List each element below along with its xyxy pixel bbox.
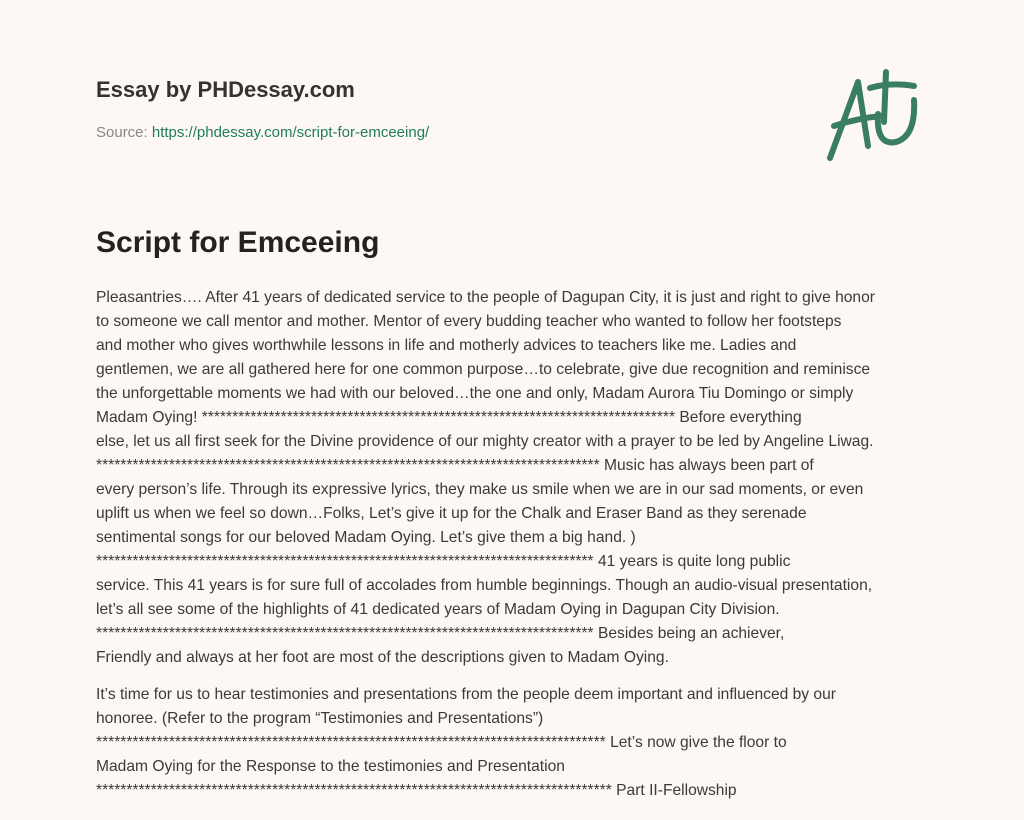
text-line: ********************************************************************************** Besides being an achiever, — [96, 625, 785, 642]
text-line: honoree. (Refer to the program “Testimonies and Presentations”) — [96, 710, 544, 727]
source-link[interactable]: https://phdessay.com/script-for-emceeing/ — [151, 124, 430, 141]
text-line: Friendly and always at her foot are most of the descriptions given to Madam Oying. — [96, 649, 669, 666]
text-line: ************************************************************************************* Part II-Fellowship — [96, 782, 737, 799]
text-line: let’s all see some of the highlights of 41 dedicated years of Madam Oying in Dagupan City Division. — [96, 601, 780, 618]
text-line: Pleasantries…. After 41 years of dedicated service to the people of Dagupan City, it is just and right to give honor — [96, 289, 875, 306]
essay-paragraph — [96, 683, 936, 803]
page-title: Script for Emceeing — [96, 226, 380, 259]
text-line: and mother who gives worthwhile lessons in life and motherly advices to teachers like me. Ladies and — [96, 337, 797, 354]
text-line: It’s time for us to hear testimonies and presentations from the people deem important and influenced by our — [96, 686, 836, 703]
text-line: else, let us all first seek for the Divine providence of our mighty creator with a prayer to be led by Angeline Liwag. — [96, 433, 874, 450]
text-line: sentimental songs for our beloved Madam Oying. Let’s give them a big hand. ) — [96, 529, 636, 546]
text-line: the unforgettable moments we had with our beloved…the one and only, Madam Aurora Tiu Domingo or simply — [96, 385, 854, 402]
source-line — [96, 124, 429, 141]
text-line: service. This 41 years is for sure full of accolades from humble beginnings. Though an audio-visual presentation, — [96, 577, 873, 594]
text-line: *********************************************************************************** Music has always been part of — [96, 457, 814, 474]
text-line: ************************************************************************************ Let’s now give the floor to — [96, 734, 787, 751]
site-brand: Essay by PHDessay.com — [96, 77, 355, 102]
text-line: ********************************************************************************** 41 years is quite long public — [96, 553, 791, 570]
text-line: Madam Oying! ****************************************************************************** Before everything — [96, 409, 802, 426]
essay-body — [96, 286, 936, 816]
text-line: Madam Oying for the Response to the testimonies and Presentation — [96, 758, 565, 775]
text-line: every person’s life. Through its expressive lyrics, they make us smile when we are in our sad moments, or even — [96, 481, 864, 498]
source-label: Source: — [96, 124, 148, 141]
a-plus-logo-icon — [818, 66, 928, 166]
text-line: gentlemen, we are all gathered here for one common purpose…to celebrate, give due recognition and reminisce — [96, 361, 871, 378]
text-line: uplift us when we feel so down…Folks, Let’s give it up for the Chalk and Eraser Band as they serenade — [96, 505, 807, 522]
essay-paragraph — [96, 286, 936, 670]
text-line: to someone we call mentor and mother. Mentor of every budding teacher who wanted to follow her footsteps — [96, 313, 842, 330]
